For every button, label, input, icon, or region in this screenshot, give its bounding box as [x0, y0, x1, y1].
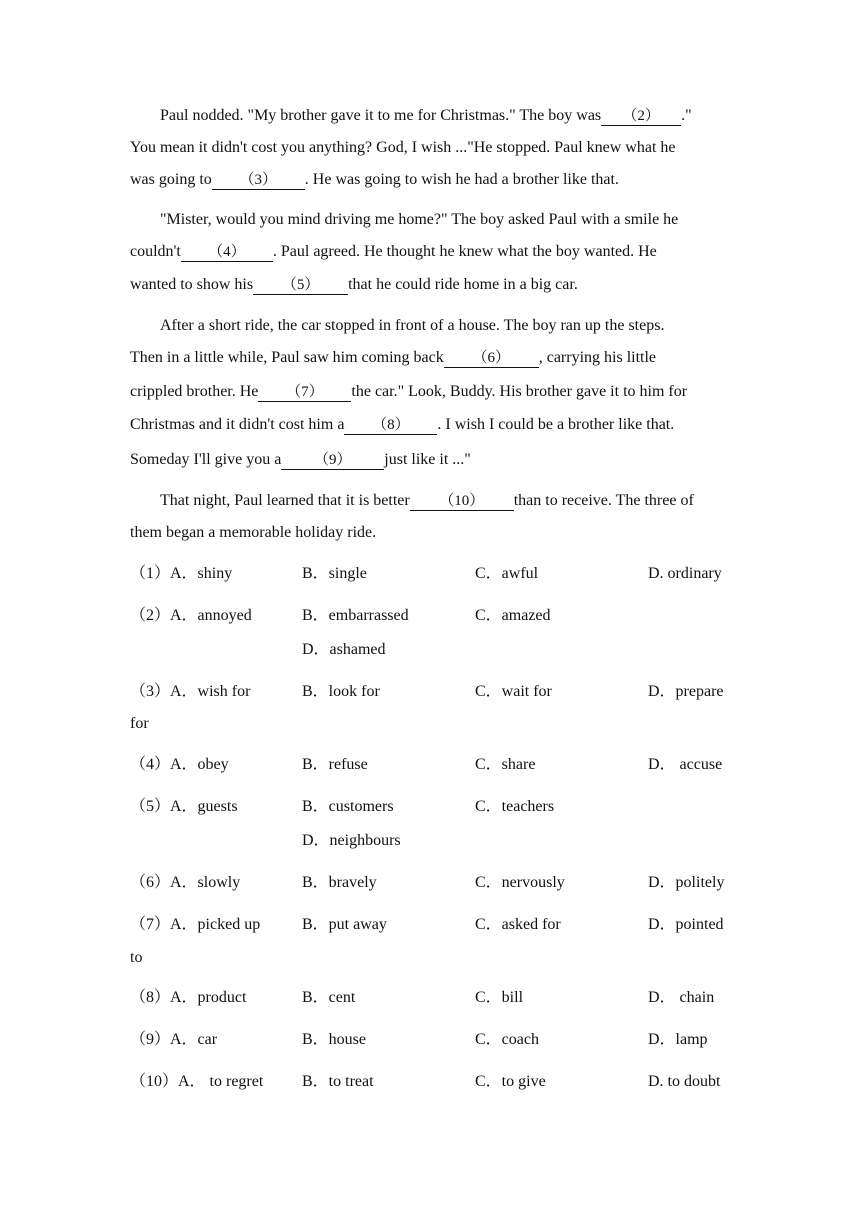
blank-8: （8）	[344, 417, 437, 435]
option-c: C．nervously	[475, 874, 565, 891]
passage-line	[130, 275, 578, 295]
option-d: D． accuse	[648, 756, 723, 773]
passage-text: ."	[681, 107, 692, 124]
option-b: B．cent	[302, 989, 356, 1006]
passage-text: That night, Paul learned that it is better	[160, 492, 410, 509]
option-b: B．house	[302, 1031, 367, 1048]
option-a: （3）A．wish for	[130, 683, 251, 700]
option-c: C．wait for	[475, 683, 552, 700]
passage-text: "Mister, would you mind driving me home?" The boy asked Paul with a smile he	[160, 211, 679, 228]
option-c: C．bill	[475, 989, 524, 1006]
option-a: （7）A．picked up	[130, 916, 261, 933]
passage-line	[160, 491, 694, 511]
blank-9: （9）	[281, 452, 384, 470]
option-a: （8）A．product	[130, 989, 247, 1006]
blank-2: （2）	[601, 108, 681, 126]
option-c: C．share	[475, 756, 536, 773]
passage-line	[130, 170, 619, 190]
blank-10: （10）	[410, 493, 514, 511]
passage-line	[130, 348, 656, 368]
option-b: B．to treat	[302, 1073, 374, 1090]
passage-text: . I wish I could be a brother like that.	[437, 416, 675, 433]
option-d: D．ashamed	[302, 641, 386, 658]
blank-5: （5）	[253, 277, 348, 295]
passage-line	[130, 450, 471, 470]
option-d: D．prepare	[648, 683, 724, 700]
option-b: B．embarrassed	[302, 607, 409, 624]
option-b: B．put away	[302, 916, 387, 933]
passage-text: . He was going to wish he had a brother like that.	[304, 171, 619, 188]
option-a: （5）A．guests	[130, 798, 238, 815]
blank-3: （3）	[212, 172, 305, 190]
blank-4: （4）	[181, 244, 273, 262]
passage-text: them began a memorable holiday ride.	[130, 524, 377, 541]
option-c: C．teachers	[475, 798, 555, 815]
passage-text: crippled brother. He	[130, 383, 259, 400]
passage-text: . Paul agreed. He thought he knew what the boy wanted. He	[272, 243, 657, 260]
passage-line	[130, 382, 687, 402]
passage-text: You mean it didn't cost you anything? God, I wish ..."He stopped. Paul knew what he	[130, 139, 676, 156]
option-c: C．awful	[475, 565, 539, 582]
passage-line	[160, 316, 664, 336]
passage-text: , carrying his little	[538, 349, 657, 366]
passage-text: Christmas and it didn't cost him a	[130, 416, 345, 433]
passage-text: wanted to show his	[130, 276, 254, 293]
passage-text: Someday I'll give you a	[130, 451, 282, 468]
passage-line	[130, 415, 674, 435]
option-a: （9）A．car	[130, 1031, 218, 1048]
passage-text: couldn't	[130, 243, 181, 260]
option-d: D. ordinary	[648, 565, 722, 582]
passage-text: than to receive. The three of	[513, 492, 694, 509]
option-c: C．to give	[475, 1073, 546, 1090]
passage-line	[130, 242, 657, 262]
option-b: B．customers	[302, 798, 394, 815]
passage-text: Then in a little while, Paul saw him coming back	[130, 349, 444, 366]
passage-text: just like it ..."	[384, 451, 471, 468]
passage-text: the car." Look, Buddy. His brother gave it to him for	[351, 383, 688, 400]
option-d: D．pointed	[648, 916, 724, 933]
option-b: B．refuse	[302, 756, 368, 773]
option-a: （6）A．slowly	[130, 874, 241, 891]
passage-text: that he could ride home in a big car.	[348, 276, 578, 293]
option-d: D. to doubt	[648, 1073, 721, 1090]
option-a: （1）A．shiny	[130, 565, 233, 582]
option-d-wrap: for	[130, 715, 149, 732]
option-d-wrap: to	[130, 949, 143, 966]
blank-6: （6）	[444, 350, 539, 368]
passage-line	[160, 106, 692, 126]
option-a: （4）A．obey	[130, 756, 229, 773]
option-c: C．asked for	[475, 916, 561, 933]
option-b: B．single	[302, 565, 367, 582]
option-a: （2）A．annoyed	[130, 607, 252, 624]
option-b: B．bravely	[302, 874, 377, 891]
passage-text: Paul nodded. "My brother gave it to me for Christmas." The boy was	[160, 107, 602, 124]
option-c: C．coach	[475, 1031, 539, 1048]
option-a: （10）A． to regret	[130, 1073, 264, 1090]
option-b: B．look for	[302, 683, 380, 700]
option-d: D．lamp	[648, 1031, 708, 1048]
option-c: C．amazed	[475, 607, 551, 624]
passage-line	[130, 523, 376, 543]
option-d: D．politely	[648, 874, 725, 891]
passage-line	[160, 210, 678, 230]
passage-text: After a short ride, the car stopped in front of a house. The boy ran up the steps.	[160, 317, 665, 334]
passage-line	[130, 138, 676, 158]
option-d: D． chain	[648, 989, 715, 1006]
blank-7: （7）	[258, 384, 351, 402]
passage-text: was going to	[130, 171, 212, 188]
option-d: D．neighbours	[302, 832, 401, 849]
